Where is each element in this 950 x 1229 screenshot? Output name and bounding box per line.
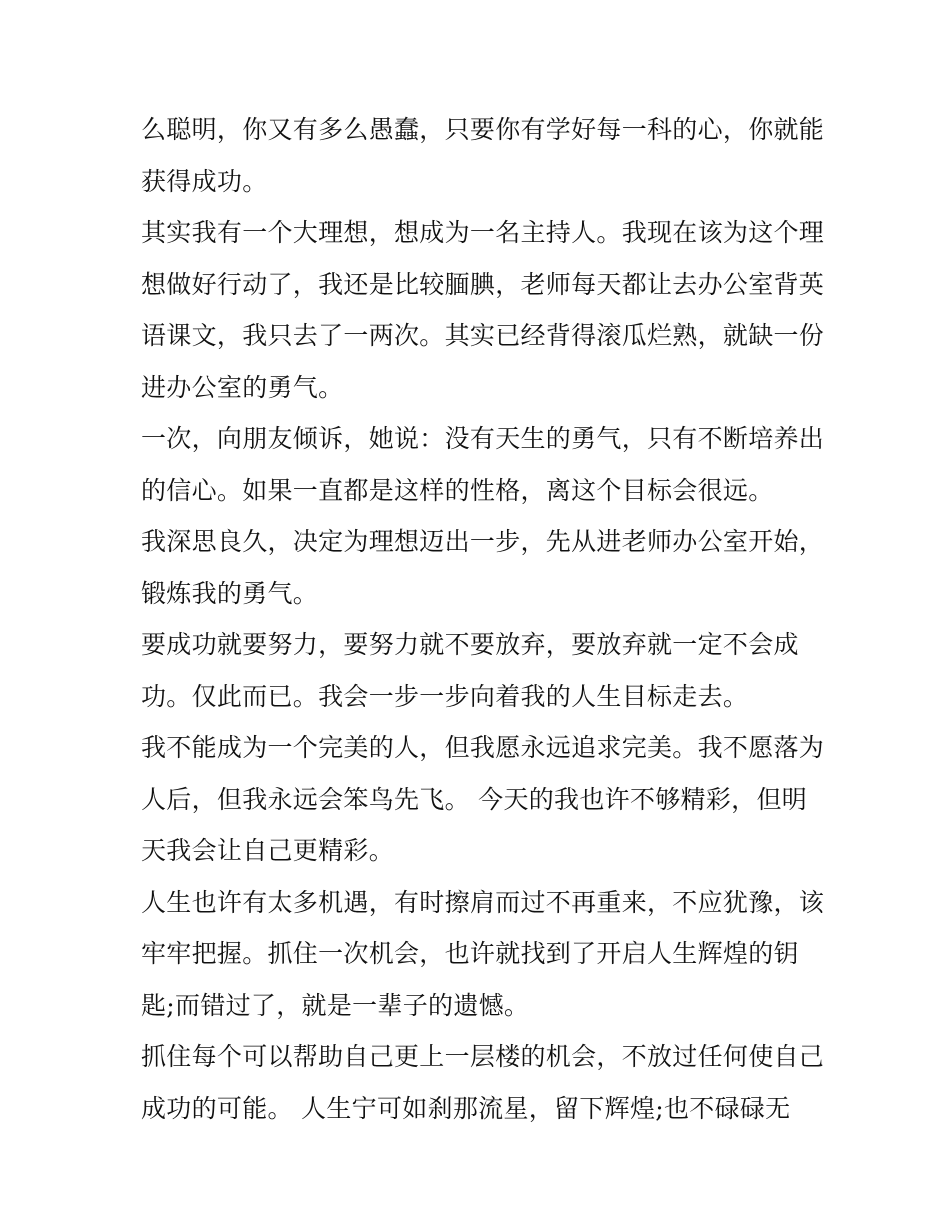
text-line: 一次，向朋友倾诉，她说：没有天生的勇气，只有不断培养出 (141, 424, 825, 453)
text-line: 要成功就要努力，要努力就不要放弃，要放弃就一定不会成 (141, 630, 799, 659)
text-line: 其实我有一个大理想，想成为一名主持人。我现在该为这个理 (141, 218, 825, 247)
text-line: 匙;而错过了，就是一辈子的遗憾。 (141, 990, 530, 1020)
text-line: 我深思良久，决定为理想迈出一步，先从进老师办公室开始， (141, 527, 825, 556)
text-line: 想做好行动了，我还是比较腼腆，老师每天都让去办公室背英 (141, 269, 825, 299)
text-line: 抓住每个可以帮助自己更上一层楼的机会，不放过任何使自己 (141, 1042, 825, 1071)
text-line: 天我会让自己更精彩。 (141, 836, 395, 865)
text-line: 获得成功。 (141, 166, 268, 196)
text-line: 么聪明，你又有多么愚蠢，只要你有学好每一科的心，你就能 (141, 115, 825, 144)
text-line: 人生也许有太多机遇，有时擦肩而过不再重来，不应犹豫，该 (141, 887, 825, 917)
text-line: 牢牢把握。抓住一次机会，也许就找到了开启人生辉煌的钥 (141, 939, 799, 968)
text-line: 锻炼我的勇气。 (141, 578, 319, 608)
text-line: 成功的可能。 人生宁可如刹那流星，留下辉煌;也不碌碌无 (141, 1093, 791, 1123)
text-line: 的信心。如果一直都是这样的性格，离这个目标会很远。 (141, 475, 774, 505)
document-body (141, 104, 825, 1134)
text-line: 语课文，我只去了一两次。其实已经背得滚瓜烂熟，就缺一份 (141, 321, 825, 350)
text-line: 我不能成为一个完美的人，但我愿永远追求完美。我不愿落为 (141, 733, 825, 762)
text-line: 功。仅此而已。我会一步一步向着我的人生目标走去。 (141, 681, 749, 711)
text-line: 人后，但我永远会笨鸟先飞。 今天的我也许不够精彩，但明 (141, 784, 808, 814)
text-line: 进办公室的勇气。 (141, 372, 344, 402)
